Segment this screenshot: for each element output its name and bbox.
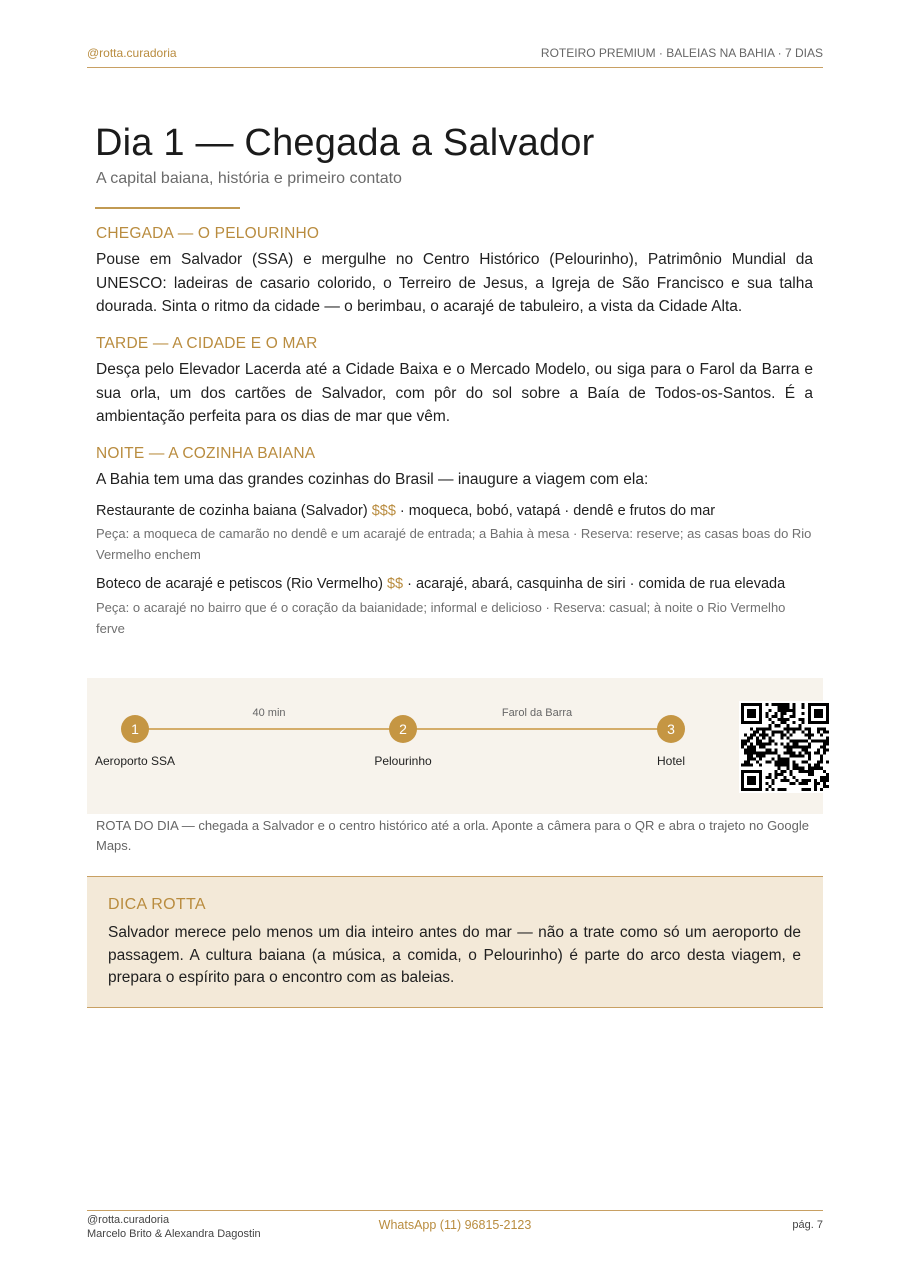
segment-label: 40 min [252, 707, 286, 719]
route-stop-label: Hotel [656, 754, 685, 768]
footer-whatsapp-link[interactable]: WhatsApp (11) 96815-2123 [378, 1218, 532, 1232]
qr-code[interactable] [739, 701, 831, 793]
route-stop-marker: 3 [657, 715, 685, 743]
route-stop-marker: 1 [121, 715, 149, 743]
page-title: Dia 1 — Chegada a Salvador [95, 122, 595, 164]
tip-title: DICA ROTTA [108, 896, 206, 913]
section-noite [96, 445, 813, 639]
header-doc-title: ROTEIRO PREMIUM · BALEIAS NA BAHIA · 7 DIAS [540, 46, 823, 60]
route-stop-label: Aeroporto SSA [94, 754, 176, 768]
venue-note: Peça: o acarajé no bairro que é o coração da baianidade; informal e delicioso · Reserva: casual; à noite o Rio Vermelho ferve [96, 599, 786, 636]
segment-label: Farol da Barra [501, 707, 573, 719]
section-chegada [96, 225, 813, 319]
venue-line [96, 501, 813, 522]
title-divider [95, 207, 240, 209]
route-stop-marker: 2 [389, 715, 417, 743]
page-header [87, 46, 823, 68]
route-stop-label: Pelourinho [374, 754, 432, 768]
section-tarde [96, 335, 813, 429]
page-footer [87, 1210, 823, 1251]
route-caption: ROTA DO DIA — chegada a Salvador e o centro histórico até a orla. Aponte a câmera para o QR e abra o trajeto no Google Maps. [96, 818, 809, 853]
venue-line [96, 574, 813, 595]
venue-note: Peça: a moqueca de camarão no dendê e um acarajé de entrada; a Bahia à mesa · Reserva: reserve; as casas boas do Rio Vermelho enchem [96, 526, 812, 562]
venue-details: · acarajé, abará, casquinha de siri · comida de rua elevada [407, 576, 786, 592]
venue-name: Boteco de acarajé e petiscos (Rio Vermelho) [96, 576, 383, 592]
footer-handle: @rotta.curadoria [87, 1214, 170, 1226]
header-handle: @rotta.curadoria [87, 46, 177, 60]
tip-text: Salvador merece pelo menos um dia inteiro antes do mar — não a trate como só um aeroporto de passagem. A cultura baiana (a música, a comida, o Pelourinho) é parte do arco desta viagem, e prepara o espírito para o encontro com as baleias. [108, 924, 801, 986]
venue-price: $$$ [371, 502, 396, 519]
section-text: A Bahia tem uma das grandes cozinhas do Brasil — inaugure a viagem com ela: [96, 471, 649, 488]
section-heading: NOITE — A COZINHA BAIANA [96, 445, 316, 462]
section-text: Desça pelo Elevador Lacerda até a Cidade Baixa e o Mercado Modelo, ou siga para o Farol da Barra e sua orla, um dos cartões de Salvador, com pôr do sol sobre a Baía de Todos-os-Santos. É a ambientação perfeita para os dias de mar que vêm. [96, 361, 813, 425]
section-text: Pouse em Salvador (SSA) e mergulhe no Centro Histórico (Pelourinho), Patrimônio Mundial da UNESCO: ladeiras de casario colorido, o Terreiro de Jesus, a Igreja de São Francisco e sua talha dourada. Sinta o ritmo da cidade — o berimbau, o acarajé de tabuleiro, a vista da Cidade Alta. [96, 251, 813, 315]
venue-price: $$ [386, 576, 404, 592]
venue-item [96, 574, 813, 639]
venue-details: · moqueca, bobó, vatapá · dendê e frutos do mar [399, 502, 716, 519]
tip-box [87, 876, 823, 1008]
route-map [87, 678, 823, 814]
section-heading: TARDE — A CIDADE E O MAR [96, 335, 318, 352]
venue-item [96, 501, 813, 566]
page-number: pág. 7 [792, 1219, 823, 1231]
section-heading: CHEGADA — O PELOURINHO [96, 225, 320, 242]
venue-name: Restaurante de cozinha baiana (Salvador) [96, 502, 368, 519]
footer-authors: Marcelo Brito & Alexandra Dagostin [87, 1228, 261, 1240]
page-subtitle: A capital baiana, história e primeiro contato [96, 170, 402, 187]
qr-code-icon [741, 703, 829, 791]
